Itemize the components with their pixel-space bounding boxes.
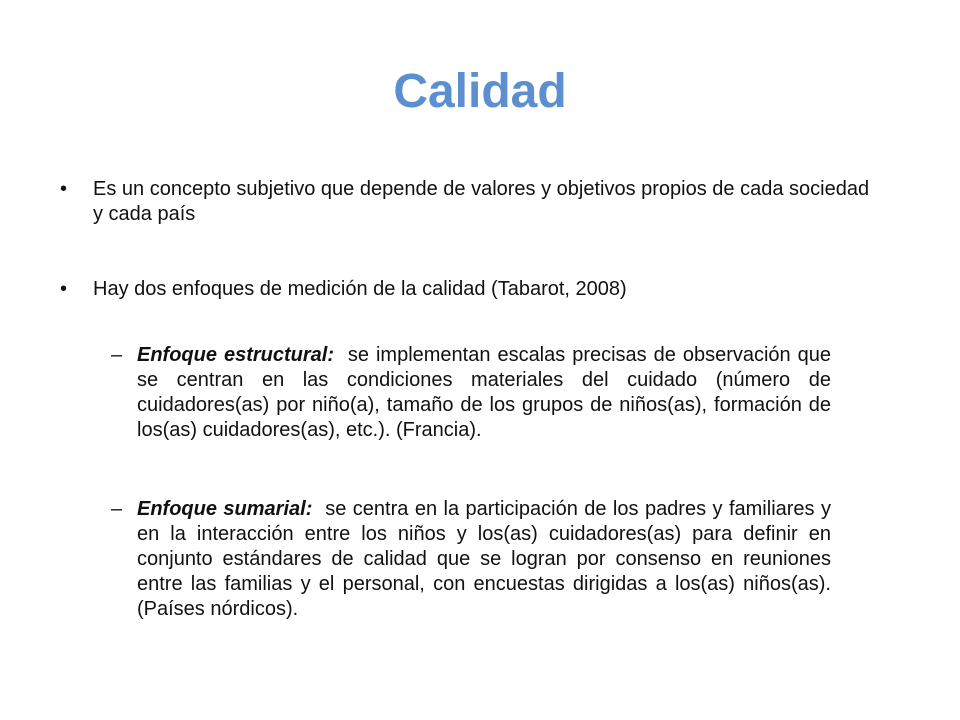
bullet-text: Hay dos enfoques de medición de la calidad (Tabarot, 2008) bbox=[93, 278, 627, 300]
sub-bullet-text: se centra en la participación de los padres y familiares y en la interacción entre los niños y los(as) cuidadores(as) para definir en conjunto estándares de calidad que se logran por consenso en reuniones entre las familias y el personal, con encuestas dirigidas a los(as) niños(as). (Países nórdicos). bbox=[137, 498, 831, 620]
bullet-marker: • bbox=[60, 278, 68, 300]
bullet-text: Es un concepto subjetivo que depende de valores y objetivos propios de cada sociedad y cada país bbox=[93, 178, 870, 225]
bullet-item-approaches bbox=[60, 277, 880, 302]
sub-bullet-body bbox=[137, 497, 831, 622]
sub-bullet-text: se implementan escalas precisas de observación que se centran en las condiciones materiales del cuidado (número de cuidadores(as) por niño(a), tamaño de los grupos de niños(as), formación de los(as) cuidadores(as), etc.). (Francia). bbox=[137, 344, 831, 441]
slide-title: Calidad bbox=[393, 65, 567, 118]
sub-bullet-term: Enfoque estructural: bbox=[137, 344, 334, 366]
sub-bullet-marker: – bbox=[111, 498, 123, 520]
bullet-marker: • bbox=[60, 178, 68, 200]
sub-bullet-summary bbox=[111, 497, 831, 622]
sub-bullet-body bbox=[137, 343, 831, 443]
bullet-item-concept bbox=[60, 177, 880, 227]
sub-bullet-term: Enfoque sumarial: bbox=[137, 498, 313, 520]
sub-bullet-structural bbox=[111, 343, 831, 443]
sub-bullet-marker: – bbox=[111, 344, 123, 366]
